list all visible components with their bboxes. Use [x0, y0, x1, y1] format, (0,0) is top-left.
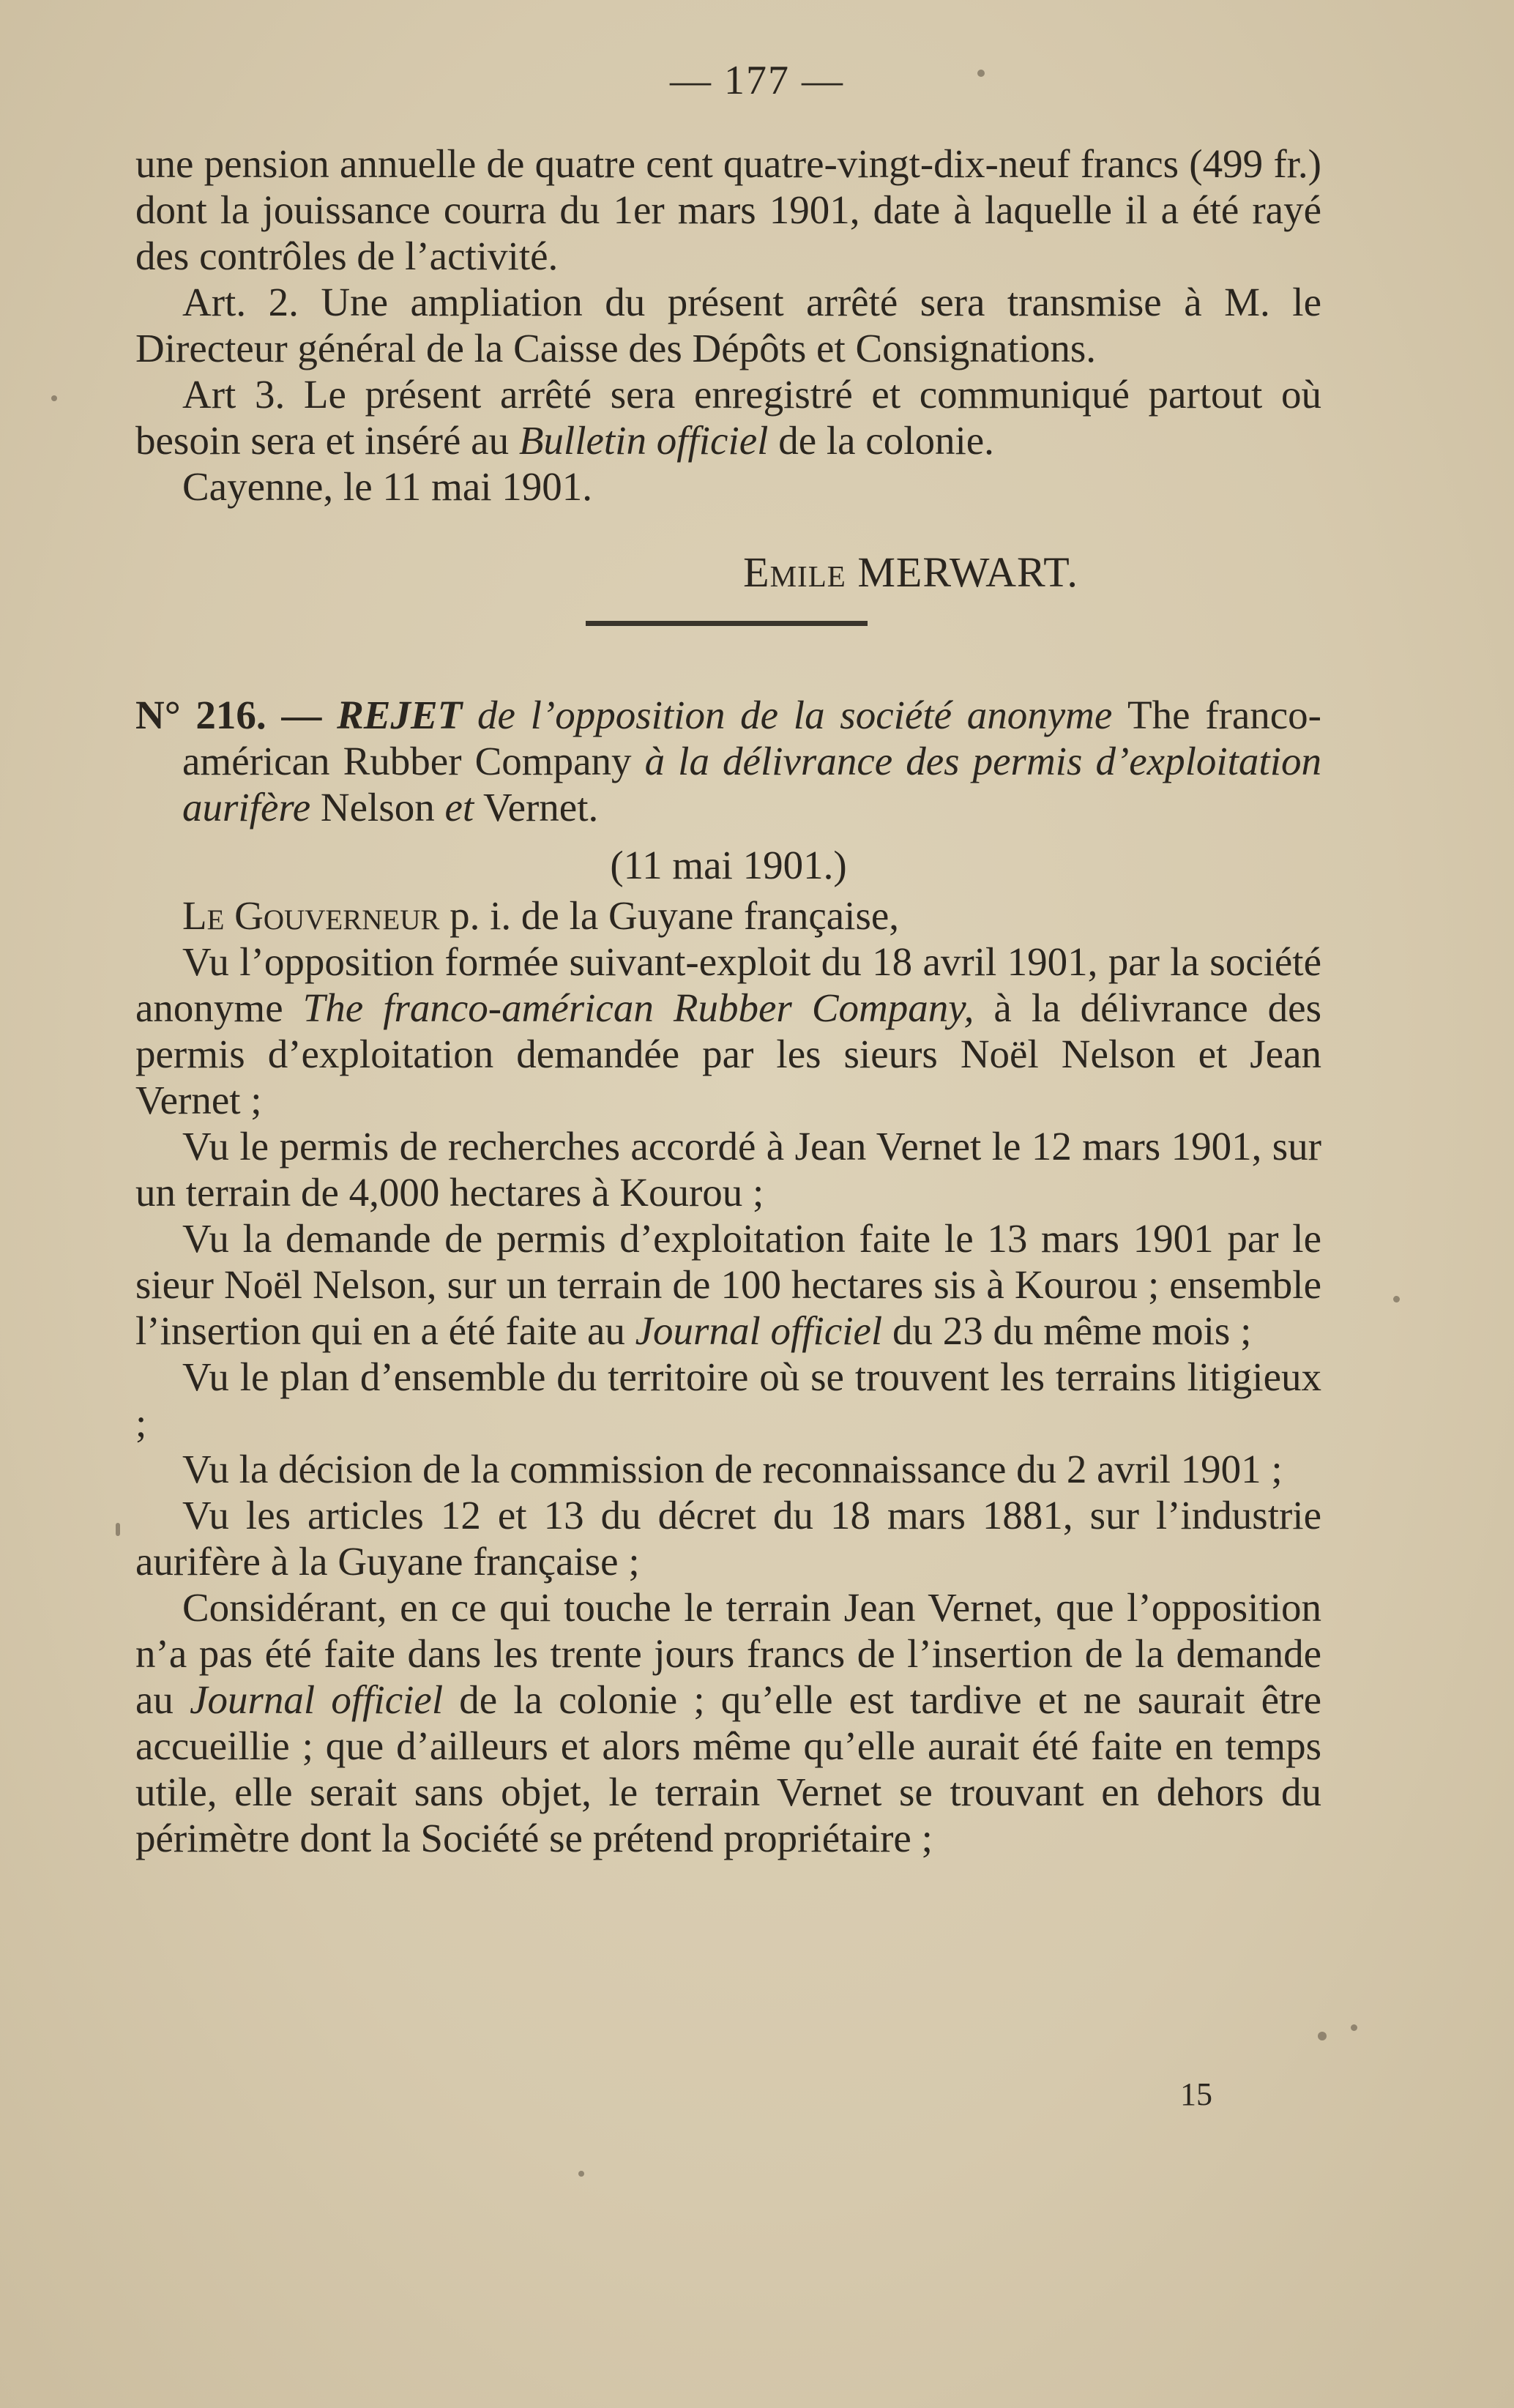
pension-text: une pension annuelle de quatre cent quatre-vingt-dix-neuf francs (499 fr.) dont la jouissance courra du 1er mars 1901, date à laquelle il a été rayé des contrôles de l’activité. [135, 141, 1321, 278]
vu3-end: du 23 du même mois ; [882, 1308, 1252, 1353]
place-date: Cayenne, le 11 mai 1901. [182, 464, 593, 509]
journal-title-2: Journal officiel [190, 1677, 444, 1722]
paper-speck [578, 2171, 584, 2177]
signature-first-name: Emile [743, 548, 846, 596]
title-part-4: Nelson [310, 785, 445, 830]
title-part-2: franco-américan Rubber Company [182, 693, 1321, 783]
decree-number: N° 216. — [135, 693, 338, 737]
vu-plan: Vu le plan d’ensemble du territoire où se trouvent les terrains litigieux ; [135, 1354, 1321, 1445]
paper-speck [1351, 2024, 1357, 2031]
paper-speck [1318, 2032, 1327, 2040]
paper-speck [977, 70, 985, 77]
gov-title: Gouverneur [234, 893, 440, 938]
decree-216-heading [135, 692, 1321, 830]
decree-216-body [135, 842, 1321, 1861]
vu1-end: à la délivrance des permis d’exploitation demandée par les sieurs Noël Nelson et Jean Vernet ; [135, 985, 1321, 1122]
paper-speck [1393, 1296, 1400, 1302]
paper-speck [51, 395, 57, 401]
company-name: The franco-américan Rubber Company, [302, 985, 974, 1030]
vu-permis-recherches: Vu le permis de recherches accordé à Jean Vernet le 12 mars 1901, sur un terrain de 4,000 hectares à Kourou ; [135, 1124, 1321, 1215]
vu-articles: Vu les articles 12 et 13 du décret du 18 mars 1881, sur l’industrie aurifère à la Guyane française ; [135, 1493, 1321, 1584]
article-2: Art. 2. Une ampliation du présent arrêté sera transmise à M. le Directeur général de la Caisse des Dépôts et Consignations. [135, 280, 1321, 370]
sheet-number: 15 [1180, 2076, 1212, 2112]
journal-title: Journal officiel [635, 1308, 883, 1353]
pension-paragraph [135, 141, 1321, 279]
title-the: The [1127, 693, 1190, 737]
bulletin-title: Bulletin officiel [518, 418, 769, 463]
vu-demande [135, 1215, 1321, 1354]
vu-decision: Vu la décision de la commission de reconnaissance du 2 avril 1901 ; [182, 1447, 1283, 1491]
gov-rest: p. i. de la Guyane française, [439, 893, 900, 938]
title-rejet: REJET [337, 693, 463, 737]
previous-decree-end [135, 141, 1321, 510]
gov-le: Le [182, 893, 225, 938]
paper-speck [116, 1523, 120, 1536]
title-part-3: à la délivrance des permis d’exploitation aurifère [182, 739, 1321, 830]
governor-line [135, 892, 1321, 939]
vu3-text: Vu la demande de permis d’exploitation faite le 13 mars 1901 par le sieur Noël Nelson, sur un terrain de 100 hectares sis à Kourou ; ensemble l’insertion qui en a été faite au [135, 1216, 1321, 1353]
article-3-text: Art 3. Le présent arrêté sera enregistré et communiqué partout où besoin sera et inséré au [135, 372, 1321, 463]
vu-opposition [135, 939, 1321, 1123]
signature-last-name: MERWART. [857, 548, 1078, 596]
title-part-5: Vernet. [474, 785, 599, 830]
title-part-1: de l’opposition de la société anonyme [462, 693, 1127, 737]
decree-216-title [135, 692, 1321, 830]
decree-date: (11 mai 1901.) [610, 843, 847, 887]
article-3-end: de la colonie. [768, 418, 994, 463]
considerant-text: Considérant, en ce qui touche le terrain Jean Vernet, que l’opposition n’a pas été faite dans les trente jours francs de l’insertion de la demande au [135, 1585, 1321, 1722]
signature [0, 548, 1514, 597]
article-3 [135, 371, 1321, 463]
considerant-end: de la colonie ; qu’elle est tardive et ne saurait être accueillie ; que d’ailleurs et alors même qu’elle aurait été faite en temps utile, elle serait sans objet, le terrain Vernet se trouvant en dehors du périmètre dont la Société se prétend propriétaire ; [135, 1677, 1321, 1860]
considerant [135, 1584, 1321, 1861]
vu1-text: Vu l’opposition formée suivant-exploit du 18 avril 1901, par la société anonyme [135, 939, 1321, 1030]
section-divider [586, 621, 868, 626]
title-et: et [444, 785, 474, 830]
page-folio: — 177 — [670, 58, 844, 103]
